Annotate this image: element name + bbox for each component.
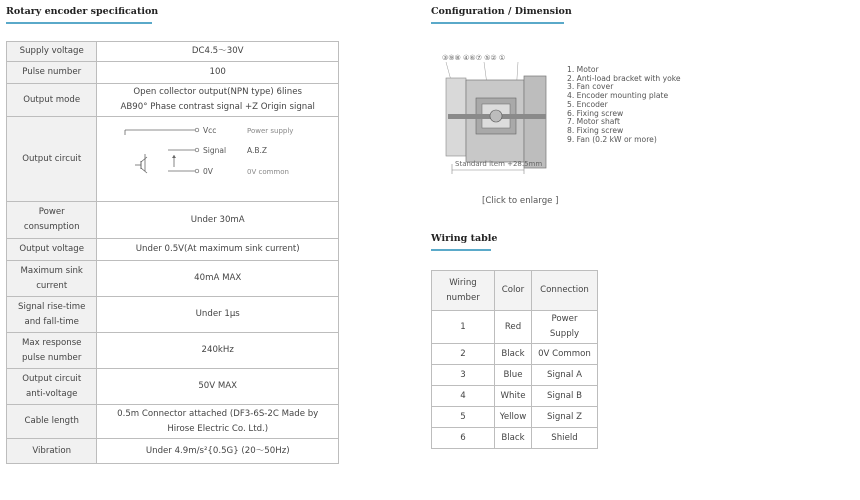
label-line: Power: [38, 207, 65, 217]
label-line: Maximum sink: [20, 265, 83, 276]
config-title-underline: [431, 22, 564, 24]
spec-value: [97, 405, 339, 439]
ov-desc: 0V common: [247, 168, 290, 176]
spec-label: [7, 261, 97, 297]
spec-label: [7, 297, 97, 333]
signal-desc: A.B.Z: [247, 146, 268, 155]
spec-value: 40mA MAX: [97, 261, 339, 297]
wire-connection: Signal B: [532, 386, 598, 407]
table-row: [432, 407, 598, 428]
table-row: [7, 369, 339, 405]
label-line: Max response: [21, 337, 82, 348]
spec-value: 50V MAX: [97, 369, 339, 405]
wire-color: White: [495, 386, 532, 407]
wiring-number: 3: [432, 365, 495, 386]
label-line: current: [36, 280, 68, 291]
standard-item-dimension: Standard item +28.5mm: [455, 160, 543, 168]
encoder-configuration-figure[interactable]: [432, 40, 552, 180]
vcc-label: Vcc: [203, 126, 217, 135]
legend-item: 2. Anti-load bracket with yoke: [567, 73, 681, 83]
legend-item: 9. Fan (0.2 kW or more): [567, 134, 657, 144]
table-row: [7, 117, 339, 202]
legend-item: 1. Motor: [567, 65, 599, 74]
column-header: Connection: [532, 271, 598, 311]
table-header-row: [432, 271, 598, 311]
table-row: [7, 405, 339, 439]
table-row: [7, 333, 339, 369]
table-row: [432, 311, 598, 344]
value-line: AB90° Phase contrast signal +Z Origin signal: [120, 102, 315, 112]
value-line: 0.5m Connector attached (DF3-6S-2C Made by: [117, 408, 319, 419]
table-row: [432, 386, 598, 407]
value-line: Open collector output(NPN type) 6lines: [133, 87, 302, 97]
spec-value: 100: [97, 62, 339, 84]
wire-color: Red: [495, 311, 532, 344]
wiring-number: 1: [432, 311, 495, 344]
column-header: Color: [495, 271, 532, 311]
label-line: Signal rise-time: [18, 301, 86, 312]
column-header: [432, 271, 495, 311]
table-row: [7, 239, 339, 261]
spec-title-underline: [6, 22, 152, 24]
table-row: [7, 84, 339, 117]
table-row: [432, 428, 598, 449]
table-row: [7, 202, 339, 239]
config-section-title: [431, 6, 572, 24]
spec-label: Output mode: [7, 84, 97, 117]
output-circuit-diagram: [101, 117, 334, 195]
spec-label: [7, 333, 97, 369]
spec-table: [6, 41, 339, 464]
legend-item: 8. Fixing screw: [567, 125, 624, 135]
spec-section-title: [6, 6, 158, 24]
wiring-number: 6: [432, 428, 495, 449]
label-line: and fall-time: [24, 316, 79, 327]
legend-item: 7. Motor shaft: [567, 117, 620, 127]
legend-item: 5. Encoder: [567, 99, 608, 109]
spec-value: Under 0.5V(At maximum sink current): [97, 239, 339, 261]
wiring-title-text: Wiring table: [431, 233, 498, 244]
signal-label: Signal: [203, 146, 227, 155]
label-line: Output circuit: [22, 373, 82, 384]
wiring-number: 4: [432, 386, 495, 407]
spec-value: Under 1μs: [97, 297, 339, 333]
table-row: [432, 365, 598, 386]
spec-title-text: Rotary encoder specification: [6, 6, 159, 17]
legend-item: 3. Fan cover: [567, 82, 614, 92]
legend-item: 6. Fixing screw: [567, 108, 624, 118]
config-title-text: Configuration / Dimension: [431, 6, 572, 17]
table-row: [7, 439, 339, 464]
spec-label: Pulse number: [7, 62, 97, 84]
spec-label: [7, 369, 97, 405]
spec-value: [97, 84, 339, 117]
wiring-title-underline: [431, 249, 491, 251]
ov-label: 0V: [203, 167, 214, 176]
label-line: pulse number: [22, 352, 82, 363]
header-line: number: [446, 292, 480, 303]
spec-label: Output circuit: [7, 117, 97, 202]
spec-label: Vibration: [7, 439, 97, 464]
label-line: consumption: [23, 222, 80, 232]
connection-line: Supply: [549, 329, 580, 339]
spec-value: Under 4.9m/s²{0.5G} (20～50Hz): [97, 439, 339, 464]
spec-value: 240kHz: [97, 333, 339, 369]
output-circuit-cell: [97, 117, 339, 202]
spec-value: DC4.5～30V: [97, 42, 339, 62]
wire-connection: Shield: [532, 428, 598, 449]
value-line: Hirose Electric Co. Ltd.): [167, 423, 269, 434]
part-number-callouts: ③⑨⑧ ④⑥⑦ ⑤② ①: [442, 54, 506, 62]
spec-label: Output voltage: [7, 239, 97, 261]
wiring-number: 5: [432, 407, 495, 428]
wiring-section-title: [431, 233, 497, 251]
spec-label: [7, 202, 97, 239]
table-row: [7, 297, 339, 333]
wire-color: Black: [495, 428, 532, 449]
enlarge-link[interactable]: [Click to enlarge ]: [482, 196, 559, 206]
wire-color: Blue: [495, 365, 532, 386]
wire-connection: 0V Common: [532, 344, 598, 365]
wire-color: Yellow: [495, 407, 532, 428]
spec-label: Supply voltage: [7, 42, 97, 62]
table-row: [7, 261, 339, 297]
table-row: [432, 344, 598, 365]
connection-line: Power: [551, 314, 578, 324]
table-row: [7, 62, 339, 84]
wire-connection: Signal Z: [532, 407, 598, 428]
wire-connection: [532, 311, 598, 344]
wire-color: Black: [495, 344, 532, 365]
wiring-table: [431, 270, 598, 449]
vcc-desc: Power supply: [247, 127, 294, 135]
table-row: [7, 42, 339, 62]
legend-item: 4. Encoder mounting plate: [567, 91, 669, 101]
wiring-number: 2: [432, 344, 495, 365]
label-line: anti-voltage: [25, 388, 78, 399]
header-line: Wiring: [449, 277, 477, 288]
parts-legend: [567, 66, 681, 144]
spec-label: Cable length: [7, 405, 97, 439]
wire-connection: Signal A: [532, 365, 598, 386]
spec-value: Under 30mA: [97, 202, 339, 239]
